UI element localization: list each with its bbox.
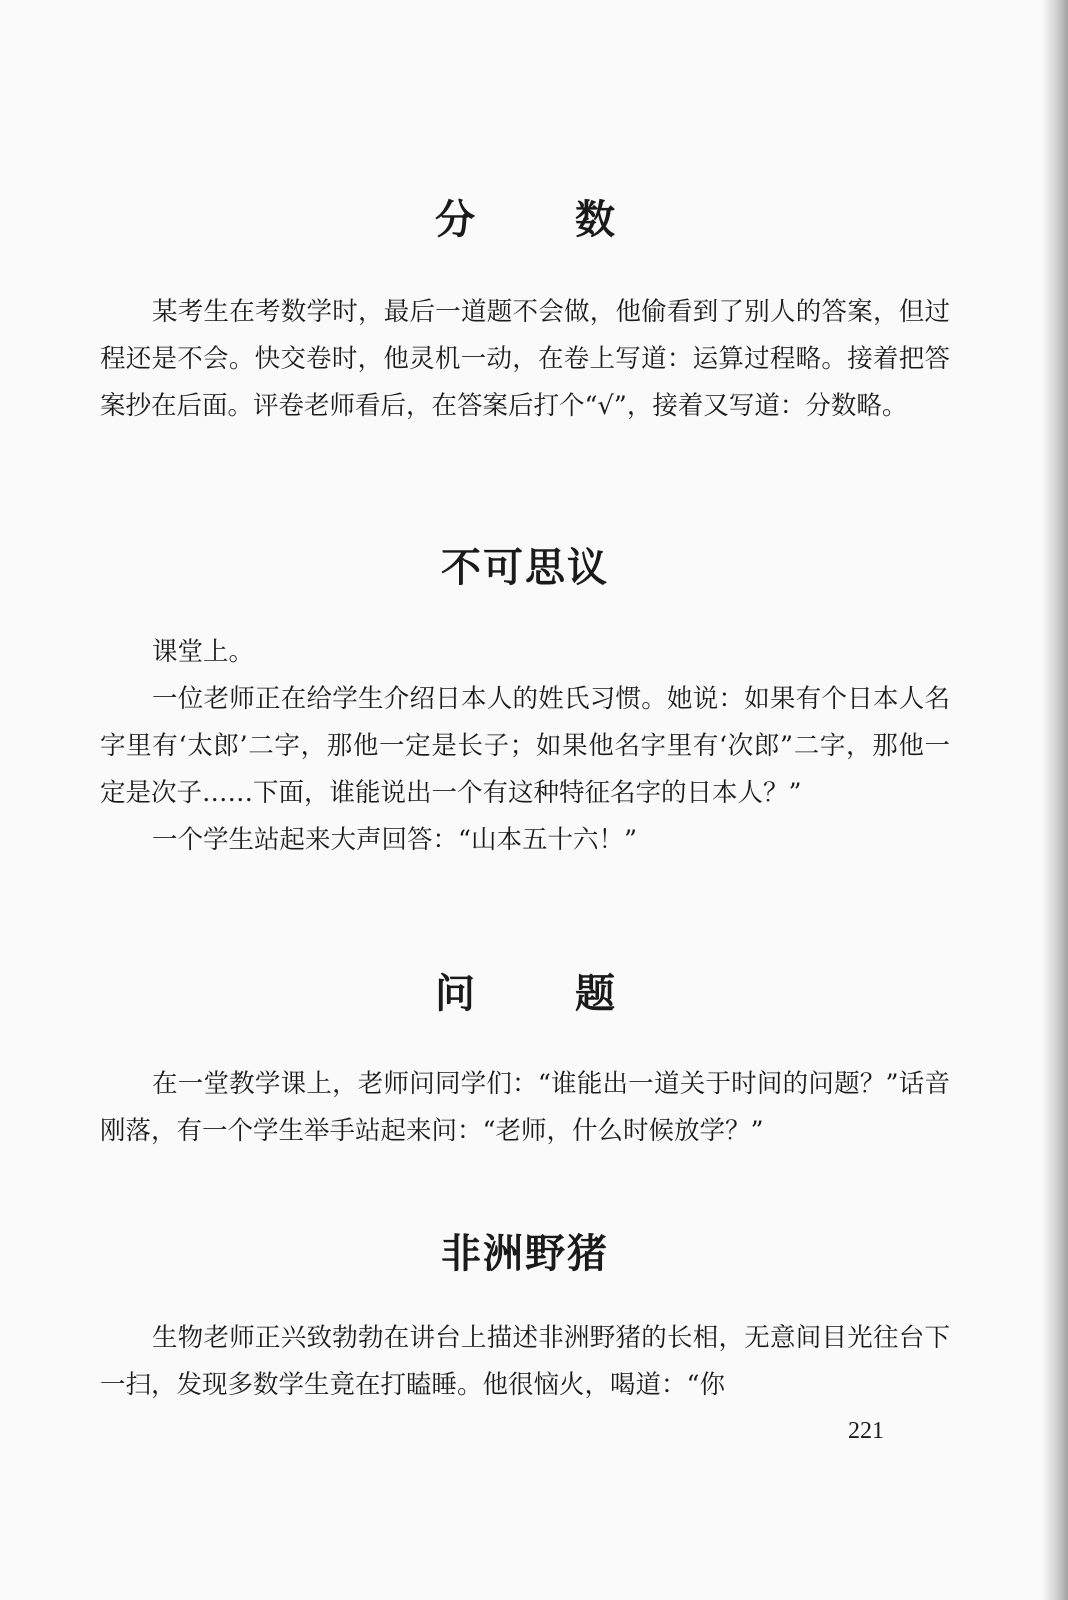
paragraph: 一个学生站起来大声回答：“山本五十六！”: [152, 825, 638, 855]
page-number: 221: [848, 1418, 884, 1444]
paragraph: 在一堂教学课上，老师问同学们：“谁能出一道关于时间的问题？”话音刚落，有一个学生举手站起来问：“老师，什么时候放学？”: [100, 1069, 950, 1146]
section-bukesiyi: [100, 536, 950, 864]
section-feizhouyezhu: [100, 1222, 950, 1409]
page-edge-shadow: [1042, 0, 1068, 1600]
section-title: 非洲野猪: [441, 1231, 609, 1277]
section-fenshu: [100, 188, 950, 430]
paragraph: 生物老师正兴致勃勃在讲台上描述非洲野猪的长相，无意间目光往台下一扫，发现多数学生竟在打瞌睡。他很恼火，喝道：“你: [100, 1323, 950, 1400]
section-title: 不可思议: [441, 545, 609, 591]
paragraph: 课堂上。: [152, 637, 255, 667]
paragraph: 一位老师正在给学生介绍日本人的姓氏习惯。她说：如果有个日本人名字里有‘太郎’二字，那他一定是长子；如果他名字里有‘次郎”二字，那他一定是次子……下面，谁能说出一个有这种特征名字的日本人？”: [100, 684, 950, 808]
section-title: 问题: [435, 971, 715, 1017]
section-title: 分数: [435, 197, 715, 243]
section-wenti: [100, 962, 950, 1155]
paragraph: 某考生在考数学时，最后一道题不会做，他偷看到了别人的答案，但过程还是不会。快交卷时，他灵机一动，在卷上写道：运算过程略。接着把答案抄在后面。评卷老师看后，在答案后打个“√”，接着又写道：分数略。: [100, 297, 950, 421]
